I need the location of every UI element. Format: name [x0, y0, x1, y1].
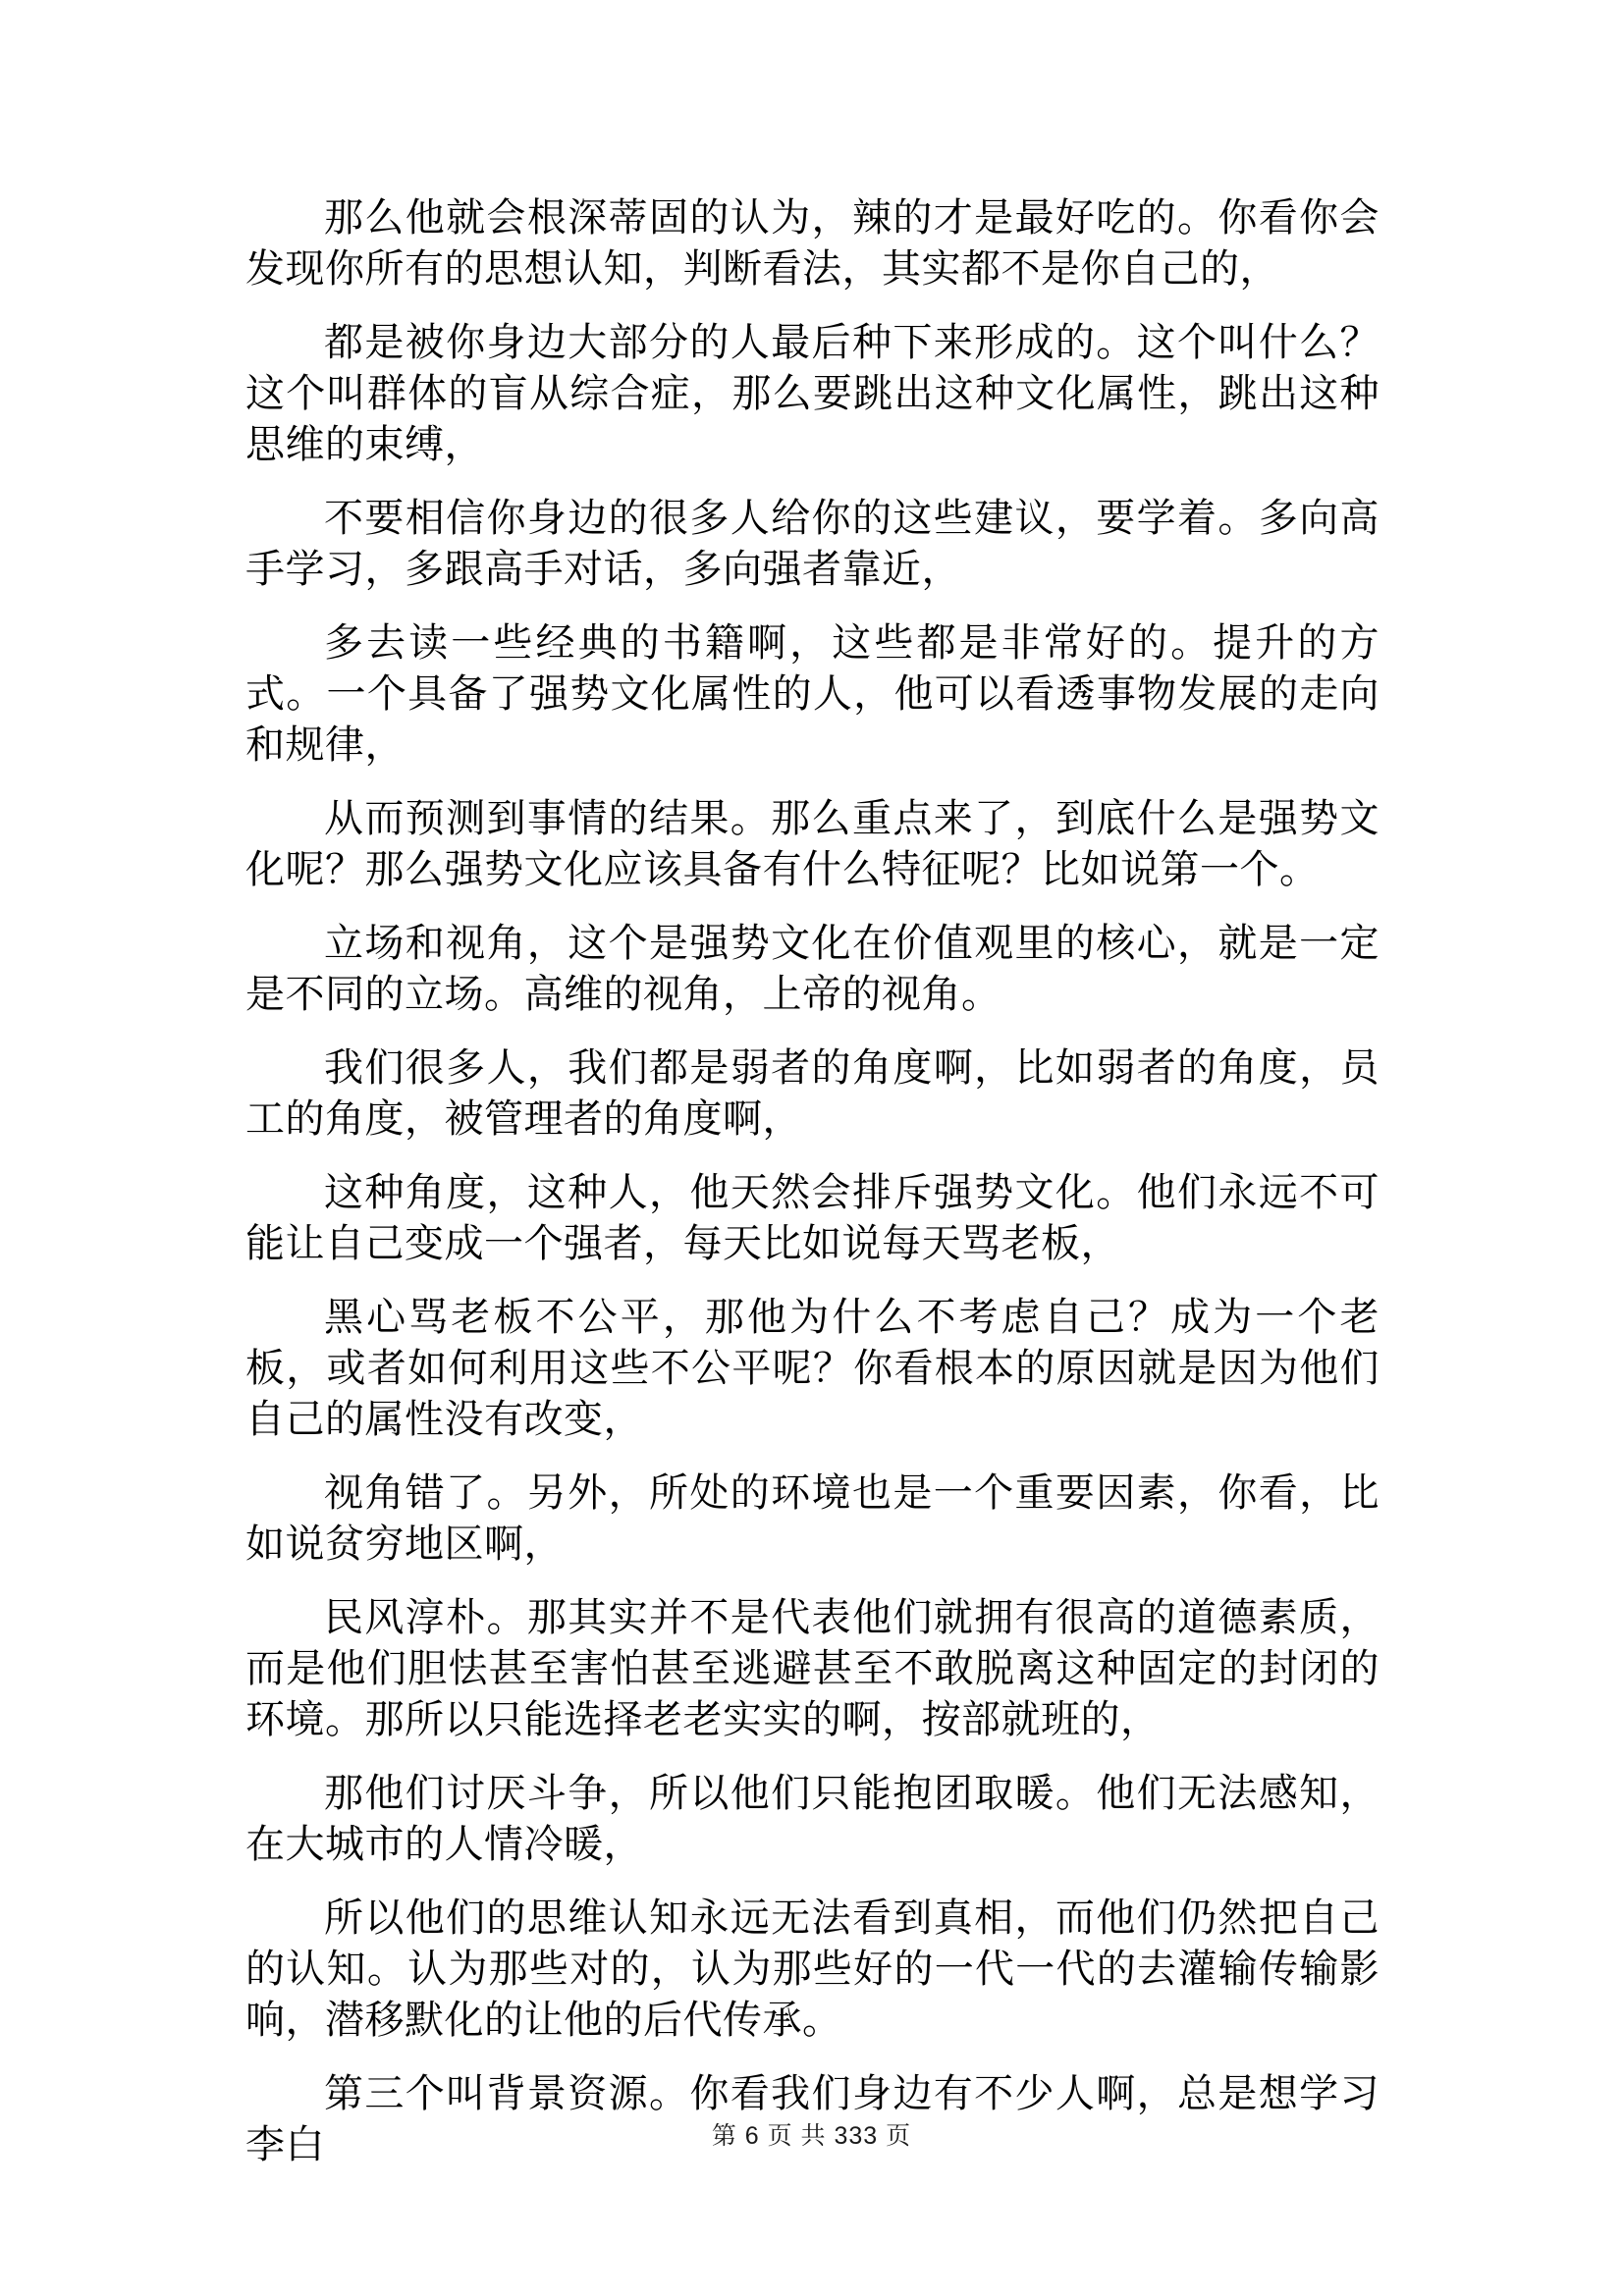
paragraph: 从而预测到事情的结果。那么重点来了，到底什么是强势文化呢？那么强势文化应该具备有什么特征呢？比如说第一个。 [245, 797, 1380, 891]
paragraph: 那么他就会根深蒂固的认为，辣的才是最好吃的。你看你会发现你所有的思想认知，判断看法，其实都不是你自己的， [245, 196, 1380, 291]
paragraph: 所以他们的思维认知永远无法看到真相，而他们仍然把自己的认知。认为那些对的，认为那些好的一代一代的去灌输传输影响，潜移默化的让他的后代传承。 [245, 1896, 1380, 2042]
paragraph: 民风淳朴。那其实并不是代表他们就拥有很高的道德素质，而是他们胆怯甚至害怕甚至逃避甚至不敢脱离这种固定的封闭的环境。那所以只能选择老老实实的啊，按部就班的， [245, 1596, 1380, 1741]
paragraph: 都是被你身边大部分的人最后种下来形成的。这个叫什么？这个叫群体的盲从综合症，那么要跳出这种文化属性，跳出这种思维的束缚， [245, 321, 1380, 466]
paragraph: 黑心骂老板不公平，那他为什么不考虑自己？成为一个老板，或者如何利用这些不公平呢？你看根本的原因就是因为他们自己的属性没有改变， [245, 1296, 1380, 1441]
paragraph: 视角错了。另外，所处的环境也是一个重要因素，你看，比如说贫穷地区啊， [245, 1471, 1380, 1566]
paragraph: 多去读一些经典的书籍啊，这些都是非常好的。提升的方式。一个具备了强势文化属性的人，他可以看透事物发展的走向和规律， [245, 621, 1380, 767]
paragraph: 不要相信你身边的很多人给你的这些建议，要学着。多向高手学习，多跟高手对话，多向强者靠近， [245, 497, 1380, 591]
paragraph: 那他们讨厌斗争，所以他们只能抱团取暖。他们无法感知，在大城市的人情冷暖， [245, 1772, 1380, 1866]
paragraph: 我们很多人，我们都是弱者的角度啊，比如弱者的角度，员工的角度，被管理者的角度啊， [245, 1046, 1380, 1141]
paragraph: 这种角度，这种人，他天然会排斥强势文化。他们永远不可能让自己变成一个强者，每天比如说每天骂老板， [245, 1171, 1380, 1265]
paragraph: 立场和视角，这个是强势文化在价值观里的核心，就是一定是不同的立场。高维的视角，上帝的视角。 [245, 922, 1380, 1016]
document-body [245, 192, 1380, 2193]
paragraph: 第三个叫背景资源。你看我们身边有不少人啊，总是想学习李白 [245, 2072, 1380, 2166]
page-footer: 第 6 页 共 333 页 [711, 2122, 912, 2150]
